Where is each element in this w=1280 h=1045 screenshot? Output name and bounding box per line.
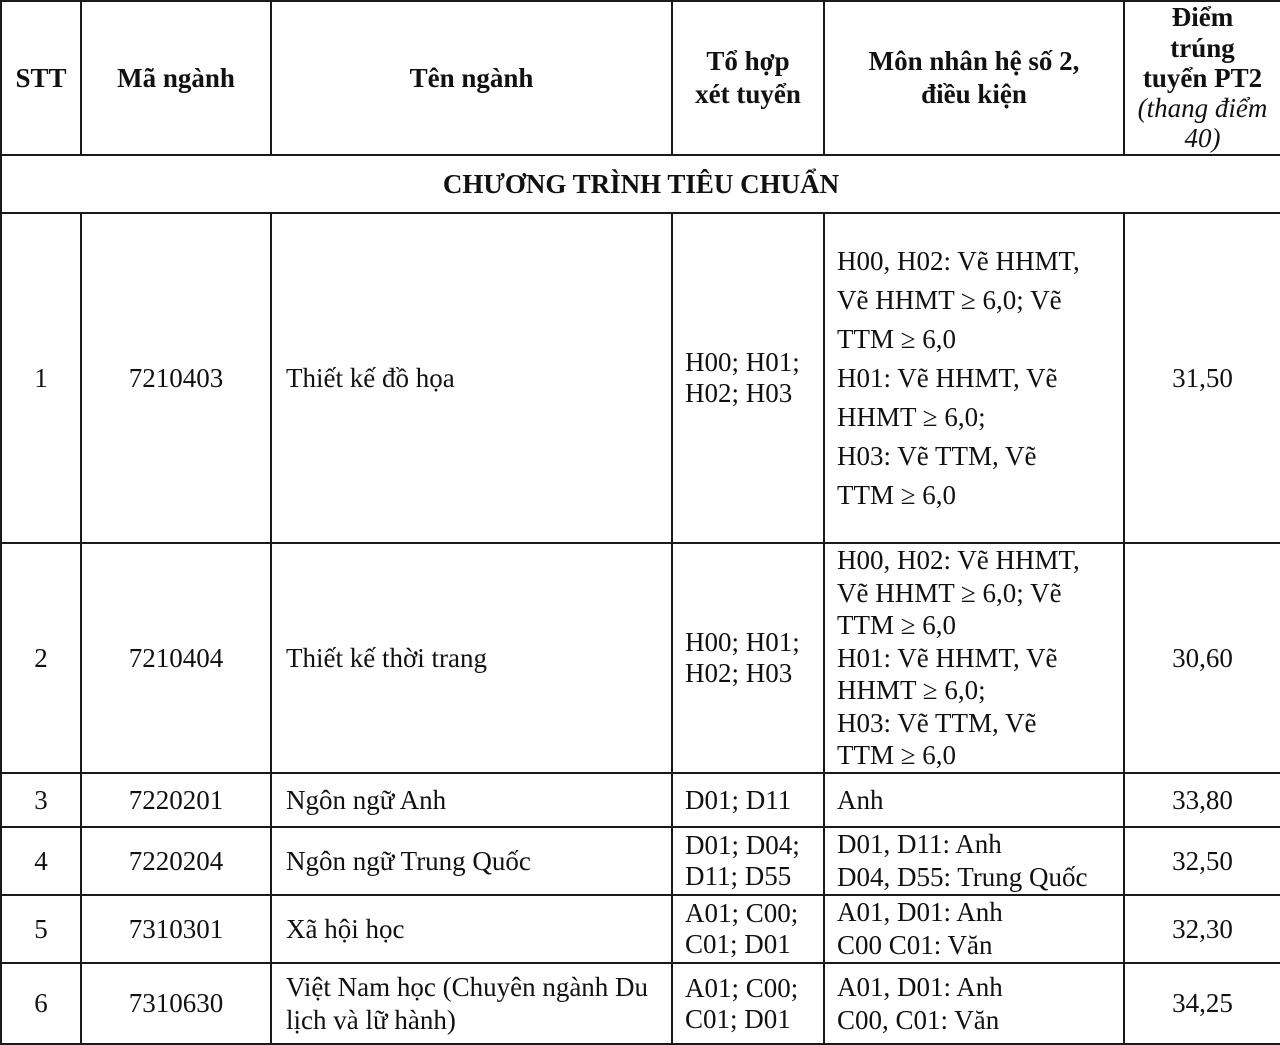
cell-ma-nganh: 7210403 — [81, 213, 271, 543]
ten-nganh-line: Việt Nam học (Chuyên ngành Du — [286, 971, 649, 1002]
cell-ten-nganh: Thiết kế thời trang — [271, 543, 672, 773]
condition-line: H00, H02: Vẽ HHMT, — [837, 245, 1080, 276]
cell-diem: 31,50 — [1124, 213, 1280, 543]
cell-dieu-kien — [824, 213, 1124, 543]
cell-to-hop — [672, 963, 824, 1044]
to-hop-line: H00; H01; — [685, 627, 800, 657]
cell-stt: 5 — [1, 895, 81, 963]
condition-line: D04, D55: Trung Quốc — [837, 862, 1088, 892]
condition-line: D01, D11: Anh — [837, 829, 1002, 859]
cell-ma-nganh: 7310301 — [81, 895, 271, 963]
condition-line: Anh — [837, 784, 884, 815]
header-to-hop-line: Tổ hợp — [706, 46, 790, 77]
table-row — [1, 213, 1280, 543]
to-hop-line: D11; D55 — [685, 861, 792, 891]
cell-to-hop — [672, 213, 824, 543]
to-hop-line: A01; C00; — [685, 898, 799, 928]
condition-line: A01, D01: Anh — [837, 971, 1003, 1002]
condition-line: TTM ≥ 6,0 — [837, 610, 957, 641]
cell-stt: 1 — [1, 213, 81, 543]
cell-diem: 33,80 — [1124, 773, 1280, 827]
table-row — [1, 895, 1280, 963]
section-title: CHƯƠNG TRÌNH TIÊU CHUẨN — [1, 155, 1280, 213]
header-row — [1, 1, 1280, 155]
table-row — [1, 827, 1280, 895]
condition-line: H03: Vẽ TTM, Vẽ — [837, 440, 1037, 471]
header-to-hop — [672, 1, 824, 155]
cell-ten-nganh: Thiết kế đồ họa — [271, 213, 672, 543]
header-mon-nhan-line: Môn nhân hệ số 2, — [868, 46, 1080, 77]
condition-line: Vẽ HHMT ≥ 6,0; Vẽ — [837, 284, 1062, 315]
to-hop-line: D01; D11 — [685, 784, 792, 815]
to-hop-line: H02; H03 — [685, 378, 793, 408]
header-mon-nhan-line: điều kiện — [921, 79, 1027, 109]
cell-diem: 34,25 — [1124, 963, 1280, 1044]
header-diem — [1124, 1, 1280, 155]
to-hop-line: A01; C00; — [685, 972, 799, 1003]
condition-line: H01: Vẽ HHMT, Vẽ — [837, 362, 1058, 393]
cell-ma-nganh: 7310630 — [81, 963, 271, 1044]
cell-ma-nganh: 7210404 — [81, 543, 271, 773]
condition-line: H00, H02: Vẽ HHMT, — [837, 545, 1080, 576]
condition-line: A01, D01: Anh — [837, 897, 1003, 927]
to-hop-line: H02; H03 — [685, 658, 793, 688]
cell-stt: 6 — [1, 963, 81, 1044]
condition-line: HHMT ≥ 6,0; — [837, 401, 986, 432]
header-ma-nganh: Mã ngành — [81, 1, 271, 155]
to-hop-line: C01; D01 — [685, 929, 791, 959]
condition-line: H03: Vẽ TTM, Vẽ — [837, 707, 1037, 738]
table-row — [1, 543, 1280, 773]
ten-nganh-line: lịch và lữ hành) — [286, 1004, 456, 1035]
header-ten-nganh: Tên ngành — [271, 1, 672, 155]
header-mon-nhan — [824, 1, 1124, 155]
cell-ten-nganh — [271, 963, 672, 1044]
cell-dieu-kien — [824, 963, 1124, 1044]
condition-line: H01: Vẽ HHMT, Vẽ — [837, 642, 1058, 673]
cell-dieu-kien — [824, 895, 1124, 963]
header-diem-note: (thang điểm — [1137, 93, 1268, 124]
cell-diem: 32,30 — [1124, 895, 1280, 963]
header-stt: STT — [1, 1, 81, 155]
condition-line: C00 C01: Văn — [837, 930, 993, 960]
cell-ten-nganh: Xã hội học — [271, 895, 672, 963]
to-hop-line: H00; H01; — [685, 347, 800, 377]
cell-stt: 3 — [1, 773, 81, 827]
section-row — [1, 155, 1280, 213]
cell-dieu-kien — [824, 827, 1124, 895]
condition-line: TTM ≥ 6,0 — [837, 740, 957, 771]
cell-to-hop — [672, 827, 824, 895]
condition-line: HHMT ≥ 6,0; — [837, 675, 986, 706]
header-to-hop-line: xét tuyển — [695, 79, 801, 109]
cell-to-hop — [672, 895, 824, 963]
condition-line: Vẽ HHMT ≥ 6,0; Vẽ — [837, 577, 1062, 608]
cell-diem: 30,60 — [1124, 543, 1280, 773]
cell-to-hop — [672, 773, 824, 827]
condition-line: TTM ≥ 6,0 — [837, 479, 957, 510]
condition-line: C00, C01: Văn — [837, 1004, 1000, 1035]
cell-ten-nganh: Ngôn ngữ Anh — [271, 773, 672, 827]
to-hop-line: C01; D01 — [685, 1003, 791, 1034]
to-hop-line: D01; D04; — [685, 830, 800, 860]
cell-ma-nganh: 7220204 — [81, 827, 271, 895]
cell-dieu-kien — [824, 773, 1124, 827]
header-diem-note: 40) — [1184, 123, 1221, 154]
cell-stt: 4 — [1, 827, 81, 895]
cell-ma-nganh: 7220201 — [81, 773, 271, 827]
condition-line: TTM ≥ 6,0 — [837, 323, 957, 354]
cell-dieu-kien — [824, 543, 1124, 773]
header-diem-line: tuyển PT2 — [1142, 62, 1263, 93]
header-diem-line: trúng — [1170, 32, 1235, 63]
cell-to-hop — [672, 543, 824, 773]
header-diem-line: Điểm — [1171, 2, 1234, 33]
cell-diem: 32,50 — [1124, 827, 1280, 895]
table-row — [1, 773, 1280, 827]
table-row — [1, 963, 1280, 1044]
cell-stt: 2 — [1, 543, 81, 773]
cell-ten-nganh: Ngôn ngữ Trung Quốc — [271, 827, 672, 895]
